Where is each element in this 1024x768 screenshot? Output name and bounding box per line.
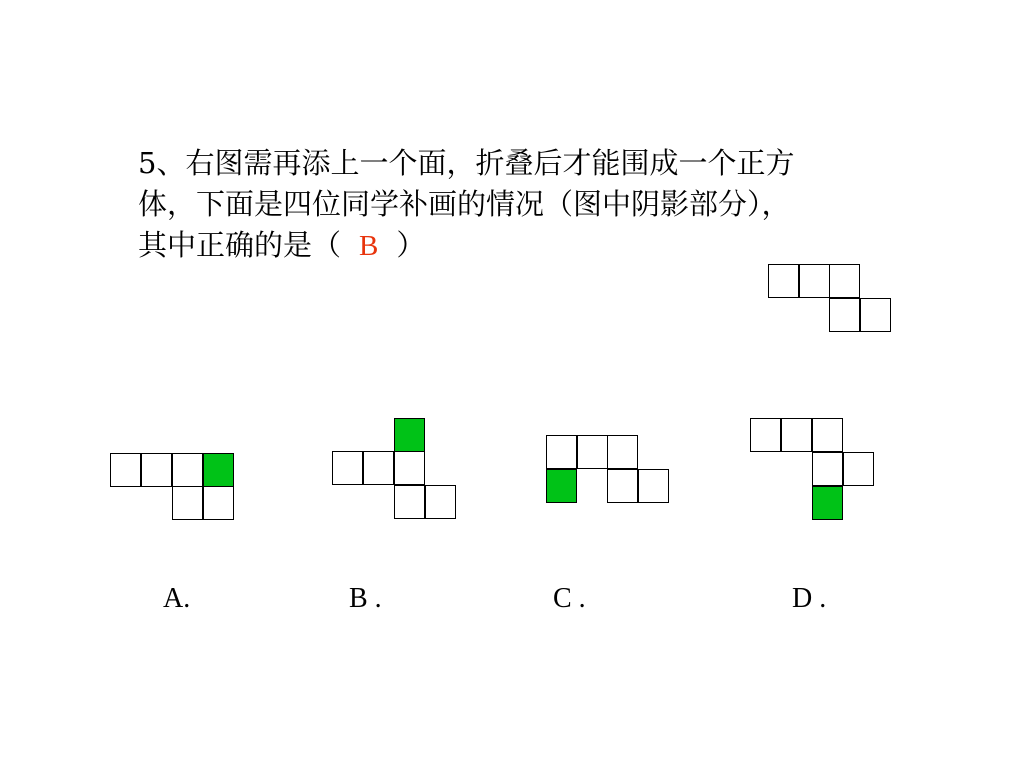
net-square — [750, 418, 781, 452]
net-square — [607, 435, 638, 469]
question-line-1: 5、右图需再添上一个面，折叠后才能围成一个正方 — [138, 146, 795, 180]
net-square — [843, 452, 874, 486]
net-square — [394, 485, 425, 519]
answer-text: B — [359, 230, 379, 262]
shaded-square — [394, 418, 425, 452]
option-d-label: D . — [792, 583, 827, 614]
net-square — [172, 486, 203, 520]
net-square — [394, 451, 425, 485]
question-line-3-end: ） — [396, 228, 426, 262]
question-text — [138, 143, 958, 267]
net-square — [799, 264, 830, 298]
net-square — [781, 418, 812, 452]
net-square — [607, 469, 638, 503]
option-b-label: B . — [349, 583, 382, 614]
shaded-square — [203, 453, 234, 487]
net-square — [332, 451, 363, 485]
net-square — [110, 453, 141, 487]
option-a-label: A. — [163, 583, 191, 614]
net-square — [172, 453, 203, 487]
shaded-square — [812, 486, 843, 520]
net-square — [768, 264, 799, 298]
shaded-square — [546, 469, 577, 503]
option-c-label: C . — [553, 583, 586, 614]
net-square — [203, 486, 234, 520]
net-square — [812, 418, 843, 452]
net-square — [363, 451, 394, 485]
net-square — [141, 453, 172, 487]
net-square — [425, 485, 456, 519]
net-square — [638, 469, 669, 503]
net-square — [829, 264, 860, 298]
net-square — [860, 298, 891, 332]
question-line-2: 体，下面是四位同学补画的情况（图中阴影部分）， — [138, 187, 791, 221]
net-square — [829, 298, 860, 332]
net-square — [812, 452, 843, 486]
net-square — [577, 435, 608, 469]
net-square — [546, 435, 577, 469]
question-line-3: 其中正确的是（ — [138, 228, 342, 262]
